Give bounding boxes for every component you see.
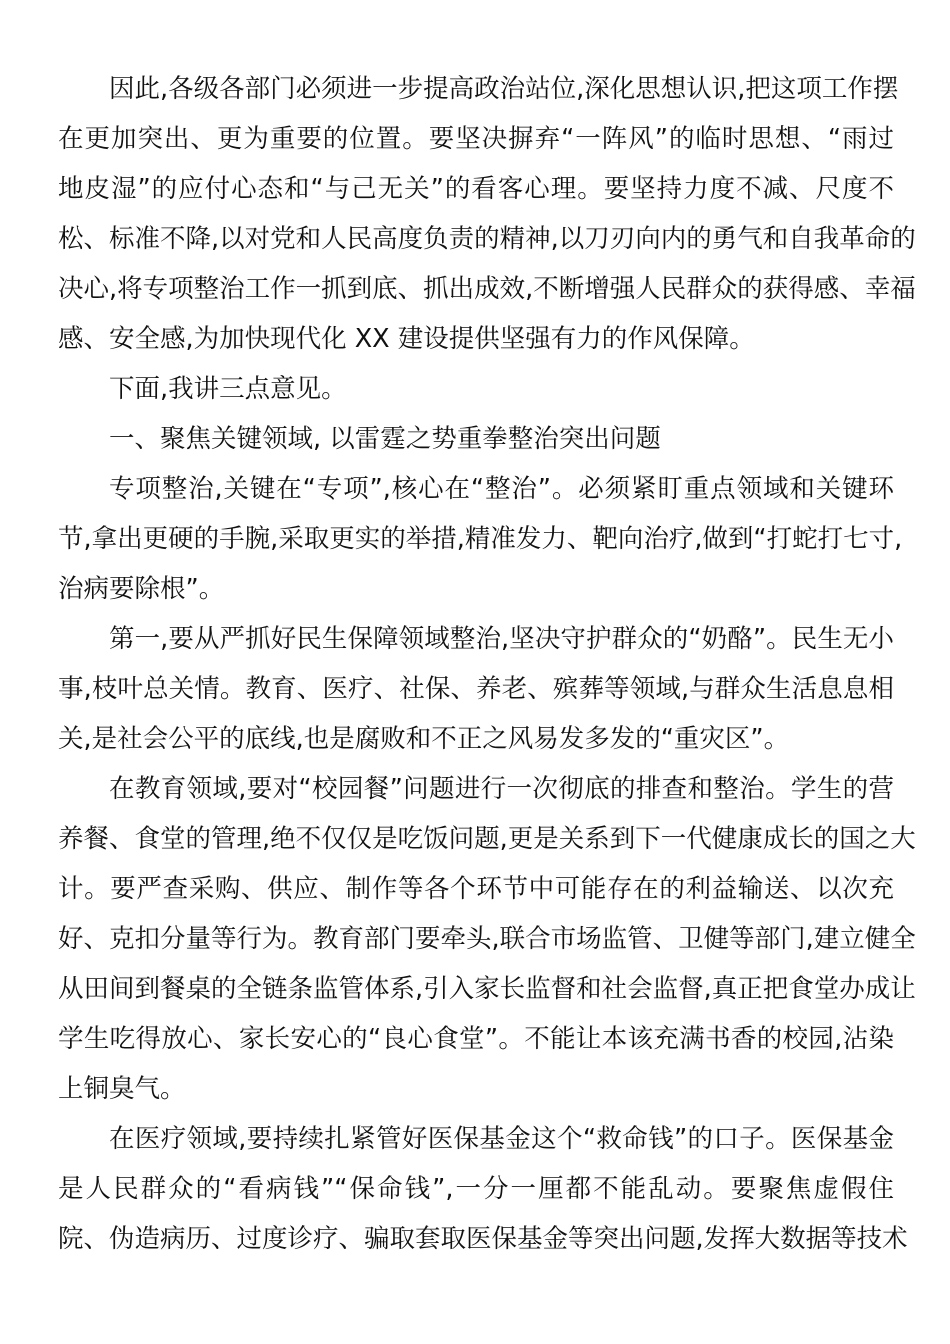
text-line: 院、伪造病历、过度诊疗、骗取套取医保基金等突出问题,发挥大数据等技术 <box>58 1224 908 1254</box>
text-line: 养餐、食堂的管理,绝不仅仅是吃饭问题,更是关系到下一代健康成长的国之大 <box>58 824 916 854</box>
text-line: 上铜臭气。 <box>58 1074 186 1104</box>
text-line: 关,是社会公平的底线,也是腐败和不正之风易发多发的“重灾区”。 <box>58 724 790 754</box>
heading-text: 一、聚焦关键领域, 以雷霆之势重拳整治突出问题 <box>109 424 661 454</box>
text-line: 事,枝叶总关情。教育、医疗、社保、养老、殡葬等领域,与群众生活息息相 <box>58 674 894 704</box>
text-line: 第一,要从严抓好民生保障领域整治,坚决守护群众的“奶酪”。民生无小 <box>109 624 894 654</box>
paragraph <box>58 464 903 614</box>
text-line: 感、安全感,为加快现代化 XX 建设提供坚强有力的作风保障。 <box>58 324 755 354</box>
text-line: 节,拿出更硬的手腕,采取更实的举措,精准发力、靶向治疗,做到“打蛇打七寸, <box>58 524 903 554</box>
document-page <box>58 64 916 1264</box>
text-line: 决心,将专项整治工作一抓到底、抓出成效,不断增强人民群众的获得感、幸福 <box>58 274 916 304</box>
paragraph <box>58 364 894 414</box>
text-line: 地皮湿”的应付心态和“与己无关”的看客心理。要坚持力度不减、尺度不 <box>58 174 894 204</box>
text-line: 是人民群众的“看病钱”“保命钱”,一分一厘都不能乱动。要聚焦虚假住 <box>58 1174 894 1204</box>
text-line: 在医疗领域,要持续扎紧管好医保基金这个“救命钱”的口子。医保基金 <box>109 1124 894 1154</box>
paragraph <box>58 614 894 764</box>
text-line: 在教育领域,要对“校园餐”问题进行一次彻底的排查和整治。学生的营 <box>109 774 894 804</box>
paragraph <box>58 764 916 1114</box>
text-line: 因此,各级各部门必须进一步提高政治站位,深化思想认识,把这项工作摆 <box>109 74 899 104</box>
paragraph <box>58 64 916 364</box>
text-line: 下面,我讲三点意见。 <box>109 374 347 404</box>
text-line: 在更加突出、更为重要的位置。要坚决摒弃“一阵风”的临时思想、“雨过 <box>58 124 894 154</box>
text-line: 松、标准不降,以对党和人民高度负责的精神,以刀刃向内的勇气和自我革命的 <box>58 224 916 254</box>
text-line: 专项整治,关键在“专项”,核心在“整治”。必须紧盯重点领域和关键环 <box>109 474 894 504</box>
text-line: 好、克扣分量等行为。教育部门要牵头,联合市场监管、卫健等部门,建立健全 <box>58 924 916 954</box>
text-line: 学生吃得放心、家长安心的“良心食堂”。不能让本该充满书香的校园,沾染 <box>58 1024 894 1054</box>
text-line: 从田间到餐桌的全链条监管体系,引入家长监督和社会监督,真正把食堂办成让 <box>58 974 916 1004</box>
paragraph <box>58 1114 908 1264</box>
text-line: 计。要严查采购、供应、制作等各个环节中可能存在的利益输送、以次充 <box>58 874 894 904</box>
section-heading <box>58 414 894 464</box>
text-line: 治病要除根”。 <box>58 574 225 604</box>
